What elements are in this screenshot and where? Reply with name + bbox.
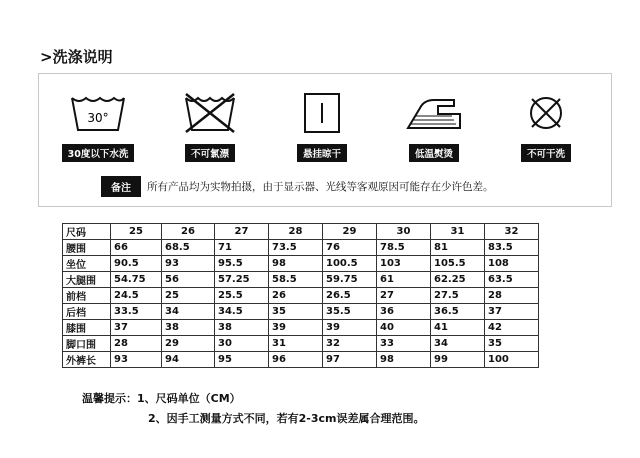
size-value-cell: 94	[162, 352, 215, 368]
table-row	[63, 240, 539, 256]
size-value-cell: 41	[431, 320, 485, 336]
size-value-cell: 27	[377, 288, 431, 304]
measurement-name-cell: 后档	[63, 304, 111, 320]
size-value-cell: 26	[269, 288, 323, 304]
measurement-name-cell: 腰围	[63, 240, 111, 256]
care-label-bleach: 不可氯漂	[185, 144, 235, 162]
size-value-cell: 78.5	[377, 240, 431, 256]
note-row	[101, 175, 494, 197]
header-cell: 30	[377, 224, 431, 240]
size-value-cell: 99	[431, 352, 485, 368]
note-badge: 备注	[101, 176, 141, 197]
size-value-cell: 93	[111, 352, 162, 368]
size-value-cell: 108	[485, 256, 539, 272]
measurement-name-cell: 膝围	[63, 320, 111, 336]
size-value-cell: 63.5	[485, 272, 539, 288]
size-value-cell: 61	[377, 272, 431, 288]
size-value-cell: 95	[215, 352, 269, 368]
size-value-cell: 95.5	[215, 256, 269, 272]
size-value-cell: 98	[269, 256, 323, 272]
size-value-cell: 39	[323, 320, 377, 336]
size-value-cell: 27.5	[431, 288, 485, 304]
size-value-cell: 90.5	[111, 256, 162, 272]
size-value-cell: 36.5	[431, 304, 485, 320]
size-value-cell: 29	[162, 336, 215, 352]
no-bleach-icon	[180, 92, 240, 134]
header-cell: 32	[485, 224, 539, 240]
size-value-cell: 28	[111, 336, 162, 352]
header-cell: 27	[215, 224, 269, 240]
size-table-header	[63, 224, 539, 240]
header-cell: 28	[269, 224, 323, 240]
care-item-dry	[279, 92, 365, 162]
size-value-cell: 35	[485, 336, 539, 352]
size-value-cell: 25.5	[215, 288, 269, 304]
low-iron-icon	[404, 92, 464, 134]
care-label-dry: 悬挂晾干	[297, 144, 347, 162]
header-cell: 26	[162, 224, 215, 240]
size-value-cell: 24.5	[111, 288, 162, 304]
note-text: 所有产品均为实物拍摄，由于显示器、光线等客观原因可能存在少许色差。	[147, 180, 494, 193]
header-cell: 29	[323, 224, 377, 240]
size-value-cell: 42	[485, 320, 539, 336]
tip-line-2: 2、因手工测量方式不同，若有2-3cm误差属合理范围。	[148, 412, 425, 425]
size-value-cell: 38	[215, 320, 269, 336]
size-value-cell: 93	[162, 256, 215, 272]
table-row	[63, 256, 539, 272]
size-value-cell: 36	[377, 304, 431, 320]
size-value-cell: 97	[323, 352, 377, 368]
measurement-name-cell: 大腿围	[63, 272, 111, 288]
size-value-cell: 37	[485, 304, 539, 320]
size-value-cell: 35	[269, 304, 323, 320]
header-cell: 31	[431, 224, 485, 240]
size-value-cell: 59.75	[323, 272, 377, 288]
header-cell: 尺码	[63, 224, 111, 240]
size-value-cell: 37	[111, 320, 162, 336]
size-value-cell: 34	[431, 336, 485, 352]
table-row	[63, 272, 539, 288]
measurement-name-cell: 坐位	[63, 256, 111, 272]
size-value-cell: 71	[215, 240, 269, 256]
size-value-cell: 83.5	[485, 240, 539, 256]
care-item-wash	[55, 92, 141, 162]
size-value-cell: 62.25	[431, 272, 485, 288]
care-item-bleach	[167, 92, 253, 162]
size-value-cell: 81	[431, 240, 485, 256]
size-value-cell: 96	[269, 352, 323, 368]
size-value-cell: 76	[323, 240, 377, 256]
size-value-cell: 98	[377, 352, 431, 368]
wash-30-icon	[68, 92, 128, 134]
no-dry-clean-icon	[516, 92, 576, 134]
size-value-cell: 40	[377, 320, 431, 336]
size-value-cell: 34	[162, 304, 215, 320]
size-value-cell: 100	[485, 352, 539, 368]
header-cell: 25	[111, 224, 162, 240]
size-value-cell: 30	[215, 336, 269, 352]
measurement-name-cell: 脚口围	[63, 336, 111, 352]
care-item-iron	[391, 92, 477, 162]
measurement-name-cell: 外裤长	[63, 352, 111, 368]
size-value-cell: 66	[111, 240, 162, 256]
size-value-cell: 39	[269, 320, 323, 336]
table-row	[63, 304, 539, 320]
size-value-cell: 56	[162, 272, 215, 288]
size-value-cell: 58.5	[269, 272, 323, 288]
size-table-body	[63, 240, 539, 368]
hang-dry-icon	[292, 92, 352, 134]
size-value-cell: 33	[377, 336, 431, 352]
size-value-cell: 34.5	[215, 304, 269, 320]
size-value-cell: 33.5	[111, 304, 162, 320]
table-row	[63, 288, 539, 304]
care-item-dryclean	[503, 92, 589, 162]
measurement-name-cell: 前档	[63, 288, 111, 304]
care-label-dryclean: 不可干洗	[521, 144, 571, 162]
size-value-cell: 32	[323, 336, 377, 352]
size-table	[62, 223, 539, 368]
size-value-cell: 100.5	[323, 256, 377, 272]
size-value-cell: 68.5	[162, 240, 215, 256]
care-label-wash: 30度以下水洗	[62, 144, 135, 162]
size-value-cell: 103	[377, 256, 431, 272]
size-value-cell: 38	[162, 320, 215, 336]
table-row	[63, 320, 539, 336]
care-instructions-panel	[38, 73, 612, 207]
size-value-cell: 31	[269, 336, 323, 352]
size-value-cell: 35.5	[323, 304, 377, 320]
care-label-iron: 低温熨烫	[409, 144, 459, 162]
size-value-cell: 28	[485, 288, 539, 304]
size-value-cell: 105.5	[431, 256, 485, 272]
size-value-cell: 57.25	[215, 272, 269, 288]
tip-line-1: 温馨提示：1、尺码单位（CM）	[82, 392, 241, 405]
size-value-cell: 54.75	[111, 272, 162, 288]
section-title: >洗涤说明	[40, 48, 113, 66]
table-row	[63, 352, 539, 368]
size-value-cell: 73.5	[269, 240, 323, 256]
size-value-cell: 26.5	[323, 288, 377, 304]
table-row	[63, 336, 539, 352]
size-value-cell: 25	[162, 288, 215, 304]
wash-temp-text: 30°	[87, 111, 109, 125]
